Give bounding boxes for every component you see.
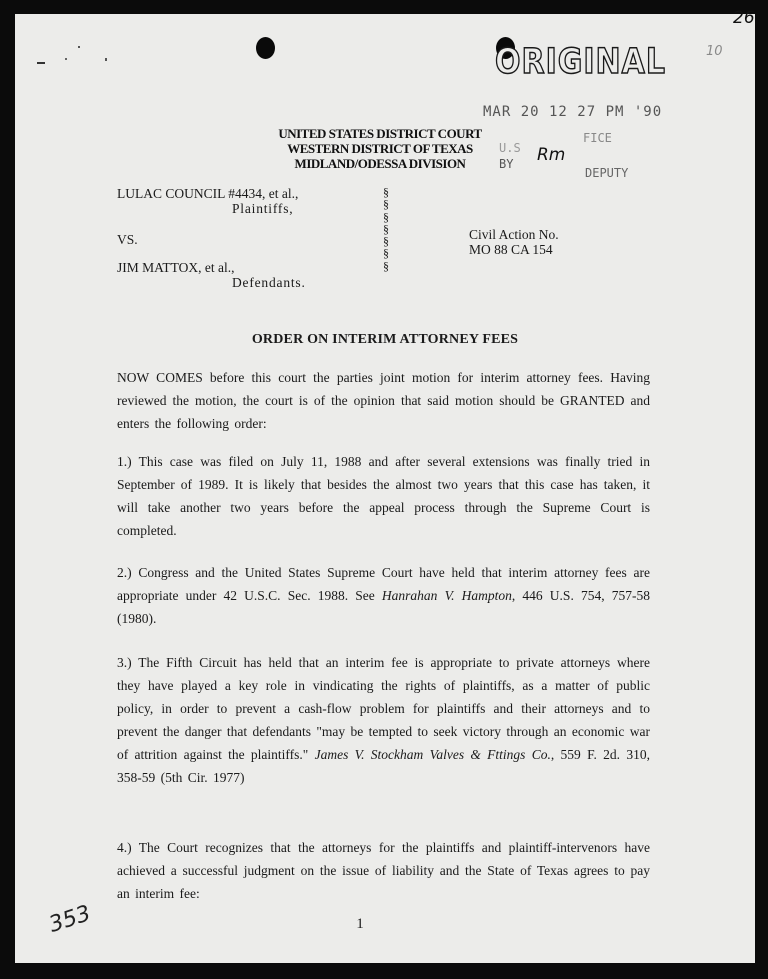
section-mark: § — [383, 234, 389, 249]
paragraph-2-tail: , 446 U.S. 754, 757-58 (1980). — [117, 588, 650, 626]
defendant-role: Defendants. — [232, 275, 306, 290]
punch-hole-left — [256, 37, 275, 59]
filed-by-label: BY — [499, 157, 514, 171]
document-title: ORDER ON INTERIM ATTORNEY FEES — [251, 332, 519, 347]
speck — [78, 46, 80, 48]
filed-date-stamp: MAR 20 12 27 PM '90 — [483, 104, 663, 120]
speck — [37, 62, 45, 64]
filed-deputy-stamp: DEPUTY — [585, 166, 629, 180]
paragraph-2-text: 2.) Congress and the United States Supreme Court have held that interim attorney fees are appropriate under 42 U.S.C. Sec. 1988. See — [117, 565, 650, 603]
clerk-initials: Rm — [537, 145, 566, 165]
original-stamp: ORIGINAL — [495, 42, 666, 83]
case-citation: Hanrahan V. Hampton — [381, 588, 512, 603]
versus-label: VS. — [117, 232, 138, 247]
pencil-mark: 10 — [706, 44, 723, 59]
civil-action-label: Civil Action No. — [469, 227, 559, 242]
court-line-1: UNITED STATES DISTRICT COURT — [278, 126, 482, 141]
paragraph-4: 4.) The Court recognizes that the attorneys for the plaintiffs and plaintiff-intervenors have achieved a successful judgment on the issue of liability and the State of Texas agrees to pay an interim fee: — [117, 840, 650, 901]
page-number: 1 — [356, 916, 364, 932]
paragraph-2 — [117, 561, 650, 630]
court-line-2: WESTERN DISTRICT OF TEXAS — [287, 141, 473, 156]
document-page — [15, 8, 755, 963]
filed-us-stamp: U.S — [499, 141, 521, 155]
court-heading — [265, 126, 495, 171]
plaintiff-name: LULAC COUNCIL #4434, et al., — [117, 186, 299, 201]
intro-paragraph: NOW COMES before this court the parties joint motion for interim attorney fees. Having reviewed the motion, the court is of the opinion that said motion should be GRANTED and enters the following order: — [117, 370, 650, 431]
defendant-name: JIM MATTOX, et al., — [117, 260, 235, 275]
case-citation: James V. Stockham Valves & Fttings Co. — [314, 747, 551, 762]
section-mark: § — [383, 185, 389, 199]
paragraph-3 — [117, 651, 650, 789]
handwritten-number-bottom: 353 — [46, 901, 94, 938]
section-mark: § — [383, 197, 389, 212]
paragraph-3-text: 3.) The Fifth Circuit has held that an interim fee is appropriate to private attorneys where they have played a key role in vindicating the rights of plaintiffs, as a matter of public policy, in order to prevent a cash-flow problem for plaintiffs and their attorneys and to prevent the danger that defendants "may be tempted to seek victory through an economic war of attrition against the plaintiffs." — [117, 655, 650, 762]
paragraph-3-tail: , 559 F. 2d. 310, 358-59 (5th Cir. 1977) — [117, 747, 650, 785]
section-mark: § — [383, 221, 389, 236]
section-mark: § — [383, 209, 389, 224]
handwritten-page-number: 26 — [733, 8, 755, 28]
civil-action-number: MO 88 CA 154 — [469, 242, 553, 257]
speck — [65, 58, 67, 60]
paragraph-1: 1.) This case was filed on July 11, 1988 and after several extensions was finally tried in September of 1989. It is likely that besides the almost two years that this case has taken, it will take another two years before the appeal process through the Supreme Court is completed. — [117, 454, 650, 538]
speck — [105, 58, 107, 61]
plaintiff-role: Plaintiffs, — [232, 201, 294, 216]
court-line-3: MIDLAND/ODESSA DIVISION — [294, 156, 466, 171]
section-mark: § — [383, 246, 389, 261]
filed-office-stamp: FICE — [583, 131, 612, 145]
section-marks-column — [383, 186, 389, 272]
section-mark: § — [383, 258, 389, 273]
